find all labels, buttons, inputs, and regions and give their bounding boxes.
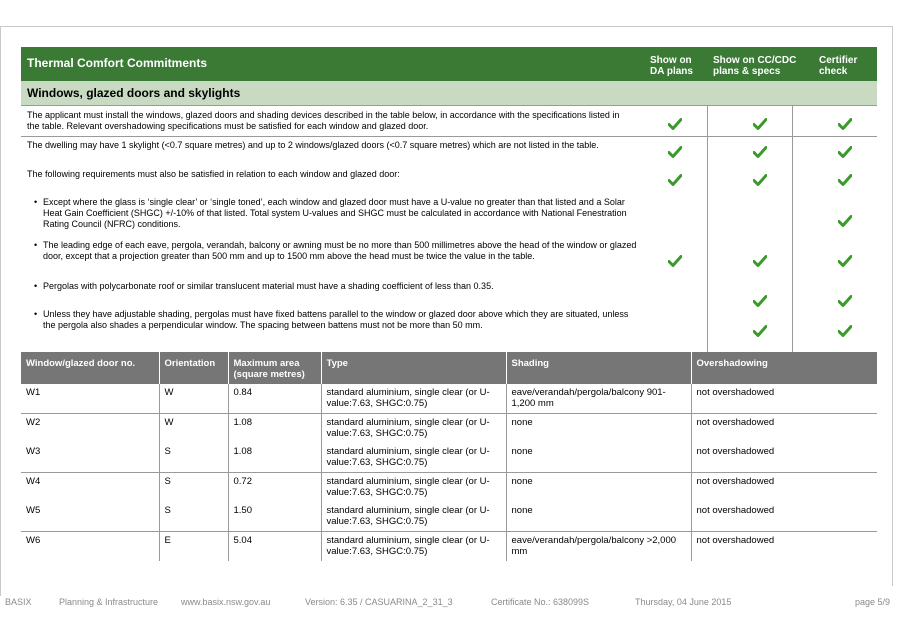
commitment-text: The leading edge of each eave, pergola, verandah, balcony or awning must be no more than 500 millimetres above the head of the window or glazed door, except that a projection greater than 500 mm and up to 1500 mm above the head must be twice the value in the table. <box>43 240 637 261</box>
commitment-text: The applicant must install the windows, glazed doors and shading devices described in the table below, in accordance with the specifications listed in the table. Relevant overshadowing specifications must be satisfied for each window and glazed door. <box>27 110 620 131</box>
column-certifier-check: Certifier check <box>819 55 858 77</box>
table-cell: 0.72 <box>228 473 321 503</box>
table-cell: not overshadowed <box>691 532 877 562</box>
commitment-text: The dwelling may have 1 skylight (<0.7 square metres) and up to 2 windows/glazed doors (<0.7 square metres) which are not listed in the table. <box>27 140 599 150</box>
table-cell: standard aluminium, single clear (or U-value:7.63, SHGC:0.75) <box>321 502 506 532</box>
table-cell: 1.50 <box>228 502 321 532</box>
table-cell: W <box>159 414 228 444</box>
table-cell: S <box>159 443 228 473</box>
column-header: Maximum area (square metres) <box>228 352 321 384</box>
table-cell: W <box>159 384 228 414</box>
table-cell: not overshadowed <box>691 443 877 473</box>
footer-brand: BASIX <box>5 597 32 607</box>
table-cell: W6 <box>26 535 41 546</box>
table-cell: not overshadowed <box>691 384 877 414</box>
checkmark-icon <box>753 325 767 337</box>
checkmark-icon <box>668 118 682 130</box>
commitments-title: Thermal Comfort Commitments <box>27 56 208 70</box>
thermal-comfort-commitments <box>21 47 877 359</box>
windows-table <box>21 352 877 561</box>
bullet: • <box>34 197 38 207</box>
column-header: Overshadowing <box>691 352 877 384</box>
table-row <box>21 473 877 503</box>
column-show-on-da: Show on DA plans <box>650 55 693 77</box>
checkmark-icon <box>838 215 852 227</box>
section-heading: Windows, glazed doors and skylights <box>21 81 877 106</box>
footer-version: Version: 6.35 / CASUARINA_2_31_3 <box>305 597 453 607</box>
column-header: Shading <box>506 352 691 384</box>
table-cell: standard aluminium, single clear (or U-value:7.63, SHGC:0.75) <box>321 414 506 444</box>
column-header: Window/glazed door no. <box>21 352 159 384</box>
table-row <box>21 414 877 444</box>
table-cell: eave/verandah/pergola/balcony >2,000 mm <box>506 532 691 562</box>
commitments-header <box>21 47 877 81</box>
table-cell: W4 <box>26 476 41 487</box>
checkmark-icon <box>668 255 682 267</box>
bullet: • <box>34 240 38 250</box>
commitment-text: The following requirements must also be satisfied in relation to each window and glazed door: <box>27 169 400 179</box>
table-cell: S <box>159 502 228 532</box>
checkmark-icon <box>753 295 767 307</box>
row-divider <box>21 136 877 137</box>
table-row <box>21 443 877 473</box>
table-cell: W5 <box>21 502 159 532</box>
table-cell: 1.08 <box>228 414 321 444</box>
column-divider <box>707 106 708 358</box>
footer-department: Planning & Infrastructure <box>59 597 159 607</box>
table-cell: eave/verandah/pergola/balcony 901-1,200 mm <box>506 384 691 414</box>
footer-url[interactable]: www.basix.nsw.gov.au <box>181 597 271 607</box>
page-right-rule <box>892 26 893 586</box>
table-row <box>21 532 877 562</box>
table-cell: standard aluminium, single clear (or U-value:7.63, SHGC:0.75) <box>321 532 506 562</box>
checkmark-icon <box>668 146 682 158</box>
table-cell: not overshadowed <box>691 502 877 532</box>
table-cell: not overshadowed <box>691 414 877 444</box>
table-row <box>21 502 877 532</box>
column-show-on-cc: Show on CC/CDC plans & specs <box>713 55 797 77</box>
checkmark-icon <box>668 174 682 186</box>
table-cell: none <box>506 443 691 473</box>
bullet: • <box>34 309 38 319</box>
column-divider <box>792 106 793 358</box>
table-cell: E <box>159 532 228 562</box>
table-cell: W2 <box>26 417 41 428</box>
page-left-rule <box>0 26 1 596</box>
table-cell: 0.84 <box>228 384 321 414</box>
commitments-body <box>21 106 877 359</box>
checkmark-icon <box>838 118 852 130</box>
checkmark-icon <box>753 146 767 158</box>
table-cell: S <box>159 473 228 503</box>
table-cell: W3 <box>21 443 159 473</box>
table-row <box>21 384 877 414</box>
table-cell: standard aluminium, single clear (or U-value:7.63, SHGC:0.75) <box>321 473 506 503</box>
footer-date: Thursday, 04 June 2015 <box>635 597 732 607</box>
footer-page-number: page 5/9 <box>855 597 891 607</box>
column-header: Orientation <box>159 352 228 384</box>
table-cell: not overshadowed <box>691 473 877 503</box>
table-cell: 1.08 <box>228 443 321 473</box>
checkmark-icon <box>838 146 852 158</box>
checkmark-icon <box>838 295 852 307</box>
checkmark-icon <box>838 255 852 267</box>
checkmark-icon <box>838 174 852 186</box>
table-header-row <box>21 352 877 384</box>
page-top-rule <box>0 26 893 27</box>
table-cell: standard aluminium, single clear (or U-value:7.63, SHGC:0.75) <box>321 443 506 473</box>
table-cell: 5.04 <box>228 532 321 562</box>
checkmark-icon <box>753 255 767 267</box>
column-header: Type <box>321 352 506 384</box>
commitment-text: Except where the glass is ‘single clear’ or ‘single toned’, each window and glazed door must have a U-value no greater than that listed and a Solar Heat Gain Coefficient (SHGC) +/-10% of that listed. Total system U-values and SHGC must be calculated in accordance with National Fenestration Rating Council (NFRC) conditions. <box>43 197 627 229</box>
commitment-text: Unless they have adjustable shading, pergolas must have fixed battens parallel to the window or glazed door above which they are situated, unless the pergola also shades a perpendicular window. The spacing between battens must not be more than 50 mm. <box>43 309 629 330</box>
checkmark-icon <box>753 174 767 186</box>
footer-certificate: Certificate No.: 638099S <box>491 597 590 607</box>
checkmark-icon <box>753 118 767 130</box>
checkmark-icon <box>838 325 852 337</box>
bullet: • <box>34 281 38 291</box>
table-cell: none <box>506 414 691 444</box>
commitment-text: Pergolas with polycarbonate roof or similar translucent material must have a shading coefficient of less than 0.35. <box>43 281 494 291</box>
table-cell: standard aluminium, single clear (or U-value:7.63, SHGC:0.75) <box>321 384 506 414</box>
table-cell: none <box>506 502 691 532</box>
table-cell: W1 <box>21 384 159 414</box>
table-cell: none <box>506 473 691 503</box>
